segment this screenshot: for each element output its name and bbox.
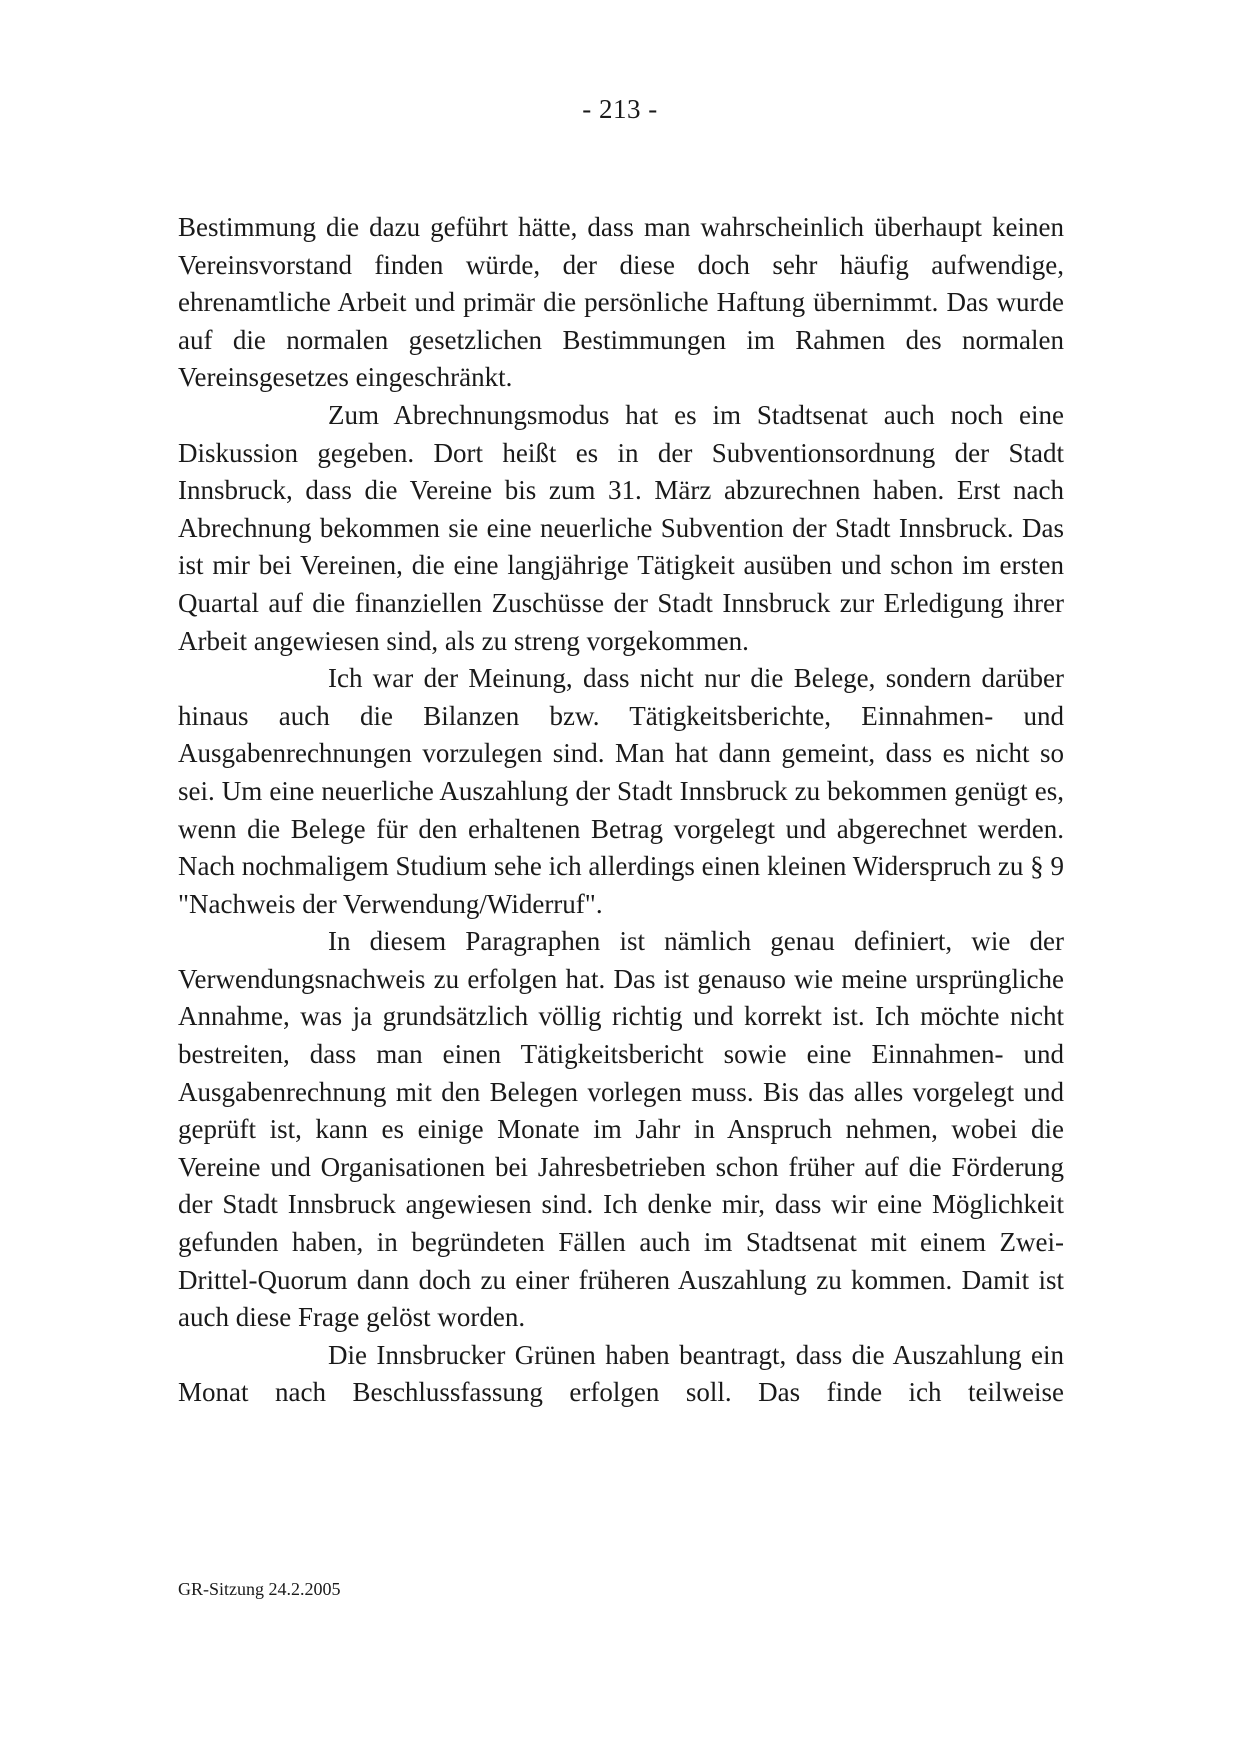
paragraph-5: Die Innsbrucker Grünen haben beantragt, dass die Auszahlung ein Monat nach Beschlussfassung erfolgen soll. Das finde ich teilweise: [178, 1339, 1064, 1408]
paragraph-1: Bestimmung die dazu geführt hätte, dass man wahrscheinlich überhaupt keinen Vereinsvorstand finden würde, der diese doch sehr häufig aufwendige, ehrenamtliche Arbeit und primär die persönliche Haftung übernimmt. Das wurde auf die normalen gesetzlichen Bestimmungen im Rahmen des normalen Vereinsgesetzes eingeschränkt.: [178, 212, 1064, 393]
page-footer: GR-Sitzung 24.2.2005: [178, 1579, 341, 1599]
paragraph-3: Ich war der Meinung, dass nicht nur die Belege, sondern darüber hinaus auch die Bilanzen bzw. Tätigkeitsberichte, Einnahmen- und Ausgabenrechnungen vorzulegen sind. Man hat dann gemeint, dass es nicht so sei. Um eine neuerliche Auszahlung der Stadt Innsbruck zu bekommen genügt es, wenn die Belege für den erhaltenen Betrag vorgelegt und abgerechnet werden. Nach nochmaligem Studium sehe ich allerdings einen kleinen Widerspruch zu § 9 "Nachweis der Verwendung/Widerruf".: [178, 663, 1064, 919]
paragraph-4: In diesem Paragraphen ist nämlich genau definiert, wie der Verwendungsnachweis zu erfolgen hat. Das ist genauso wie meine ursprüngliche Annahme, was ja grundsätzlich völlig richtig und korrekt ist. Ich möchte nicht bestreiten, dass man einen Tätigkeitsbericht sowie eine Einnahmen- und Ausgabenrechnung mit den Belegen vorlegen muss. Bis das alles vorgelegt und geprüft ist, kann es einige Monate im Jahr in Anspruch nehmen, wobei die Vereine und Organisationen bei Jahresbetrieben schon früher auf die Förderung der Stadt Innsbruck angewiesen sind. Ich denke mir, dass wir eine Möglichkeit gefunden haben, in begründeten Fällen auch im Stadtsenat mit einem Zwei-Drittel-Quorum dann doch zu einer früheren Auszahlung zu kommen. Damit ist auch diese Frage gelöst worden.: [178, 926, 1064, 1333]
document-body: [178, 209, 1064, 1412]
paragraph-2: Zum Abrechnungsmodus hat es im Stadtsenat auch noch eine Diskussion gegeben. Dort heißt es in der Subventionsordnung der Stadt Innsbruck, dass die Vereine bis zum 31. März abzurechnen haben. Erst nach Abrechnung bekommen sie eine neuerliche Subvention der Stadt Innsbruck. Das ist mir bei Vereinen, die eine langjährige Tätigkeit ausüben und schon im ersten Quartal auf die finanziellen Zuschüsse der Stadt Innsbruck zur Erledigung ihrer Arbeit angewiesen sind, als zu streng vorgekommen.: [178, 399, 1064, 656]
page-number: - 213 -: [582, 94, 658, 124]
